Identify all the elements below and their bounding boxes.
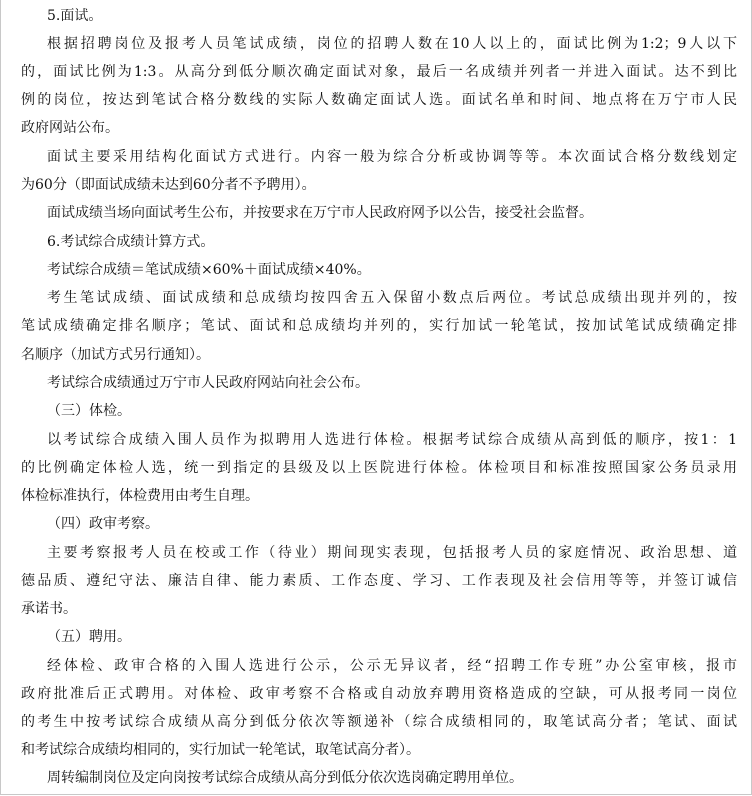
heading-interview: 5.面试。	[47, 8, 103, 24]
paragraph-line: 主要考察报考人员在校或工作（待业）期间现实表现，包括报考人员的家庭情况、政治思想、道	[47, 545, 737, 561]
paragraph-line: 的，面试比例为1:3。从高分到低分顺次确定面试对象，最后一名成绩并列者一并进入面试。达不到比	[21, 64, 737, 80]
heading-political-review: （四）政审考察。	[47, 516, 159, 532]
paragraph-line: 面试主要采用结构化面试方式进行。内容一般为综合分析或协调等等。本次面试合格分数线划定	[47, 149, 737, 165]
paragraph-line: 的比例确定体检人选，统一到指定的县级及以上医院进行体检。体检项目和标准按照国家公务员录用	[21, 460, 737, 476]
heading-medical-exam: （三）体检。	[47, 403, 131, 419]
paragraph-line: 经体检、政审合格的入围人选进行公示，公示无异议者，经“招聘工作专班”办公室审核，报市	[47, 658, 737, 674]
paragraph-line: 周转编制岗位及定向岗按考试综合成绩从高分到低分依次选岗确定聘用单位。	[47, 770, 523, 786]
paragraph-line: 根据招聘岗位及报考人员笔试成绩，岗位的招聘人数在10人以上的，面试比例为1:2；9人以下	[47, 36, 737, 52]
paragraph-line: 承诺书。	[21, 601, 77, 617]
heading-employment: （五）聘用。	[47, 629, 131, 645]
paragraph-line: 和考试综合成绩均相同的，实行加试一轮笔试，取笔试高分者）。	[21, 742, 420, 758]
paragraph-line: 的考生中按考试综合成绩从高分到低分依次等额递补（综合成绩相同的，取笔试高分者；笔试、面试	[21, 714, 737, 730]
heading-score-calculation: 6.考试综合成绩计算方式。	[47, 234, 215, 250]
paragraph-line: 面试成绩当场向面试考生公布，并按要求在万宁市人民政府网予以公告，接受社会监督。	[47, 205, 593, 221]
paragraph-line: 政府批准后正式聘用。对体检、政审考察不合格或自动放弃聘用资格造成的空缺，可从报考同一岗位	[21, 686, 737, 702]
paragraph-line: 笔试成绩确定排名顺序；笔试、面试和总成绩均并列的，实行加试一轮笔试，按加试笔试成绩确定排	[21, 318, 737, 334]
paragraph-line: 考生笔试成绩、面试成绩和总成绩均按四舍五入保留小数点后两位。考试总成绩出现并列的，按	[47, 290, 737, 306]
paragraph-line: 考试综合成绩通过万宁市人民政府网站向社会公布。	[47, 375, 369, 391]
paragraph-line: 体检标准执行，体检费用由考生自理。	[21, 488, 259, 504]
paragraph-line: 为60分（即面试成绩未达到60分者不予聘用）。	[21, 177, 316, 193]
paragraph-line: 例的岗位，按达到笔试合格分数线的实际人数确定面试人选。面试名单和时间、地点将在万宁市人民	[21, 92, 737, 108]
paragraph-line: 德品质、遵纪守法、廉洁自律、能力素质、工作态度、学习、工作表现及社会信用等等，并签订诚信	[21, 573, 737, 589]
score-formula: 考试综合成绩＝笔试成绩×60%＋面试成绩×40%。	[47, 262, 371, 278]
paragraph-line: 以考试综合成绩入围人员作为拟聘用人选进行体检。根据考试综合成绩从高到低的顺序，按1：1	[47, 432, 737, 448]
paragraph-line: 名顺序（加试方式另行通知）。	[21, 347, 210, 363]
paragraph-line: 政府网站公布。	[21, 120, 119, 136]
